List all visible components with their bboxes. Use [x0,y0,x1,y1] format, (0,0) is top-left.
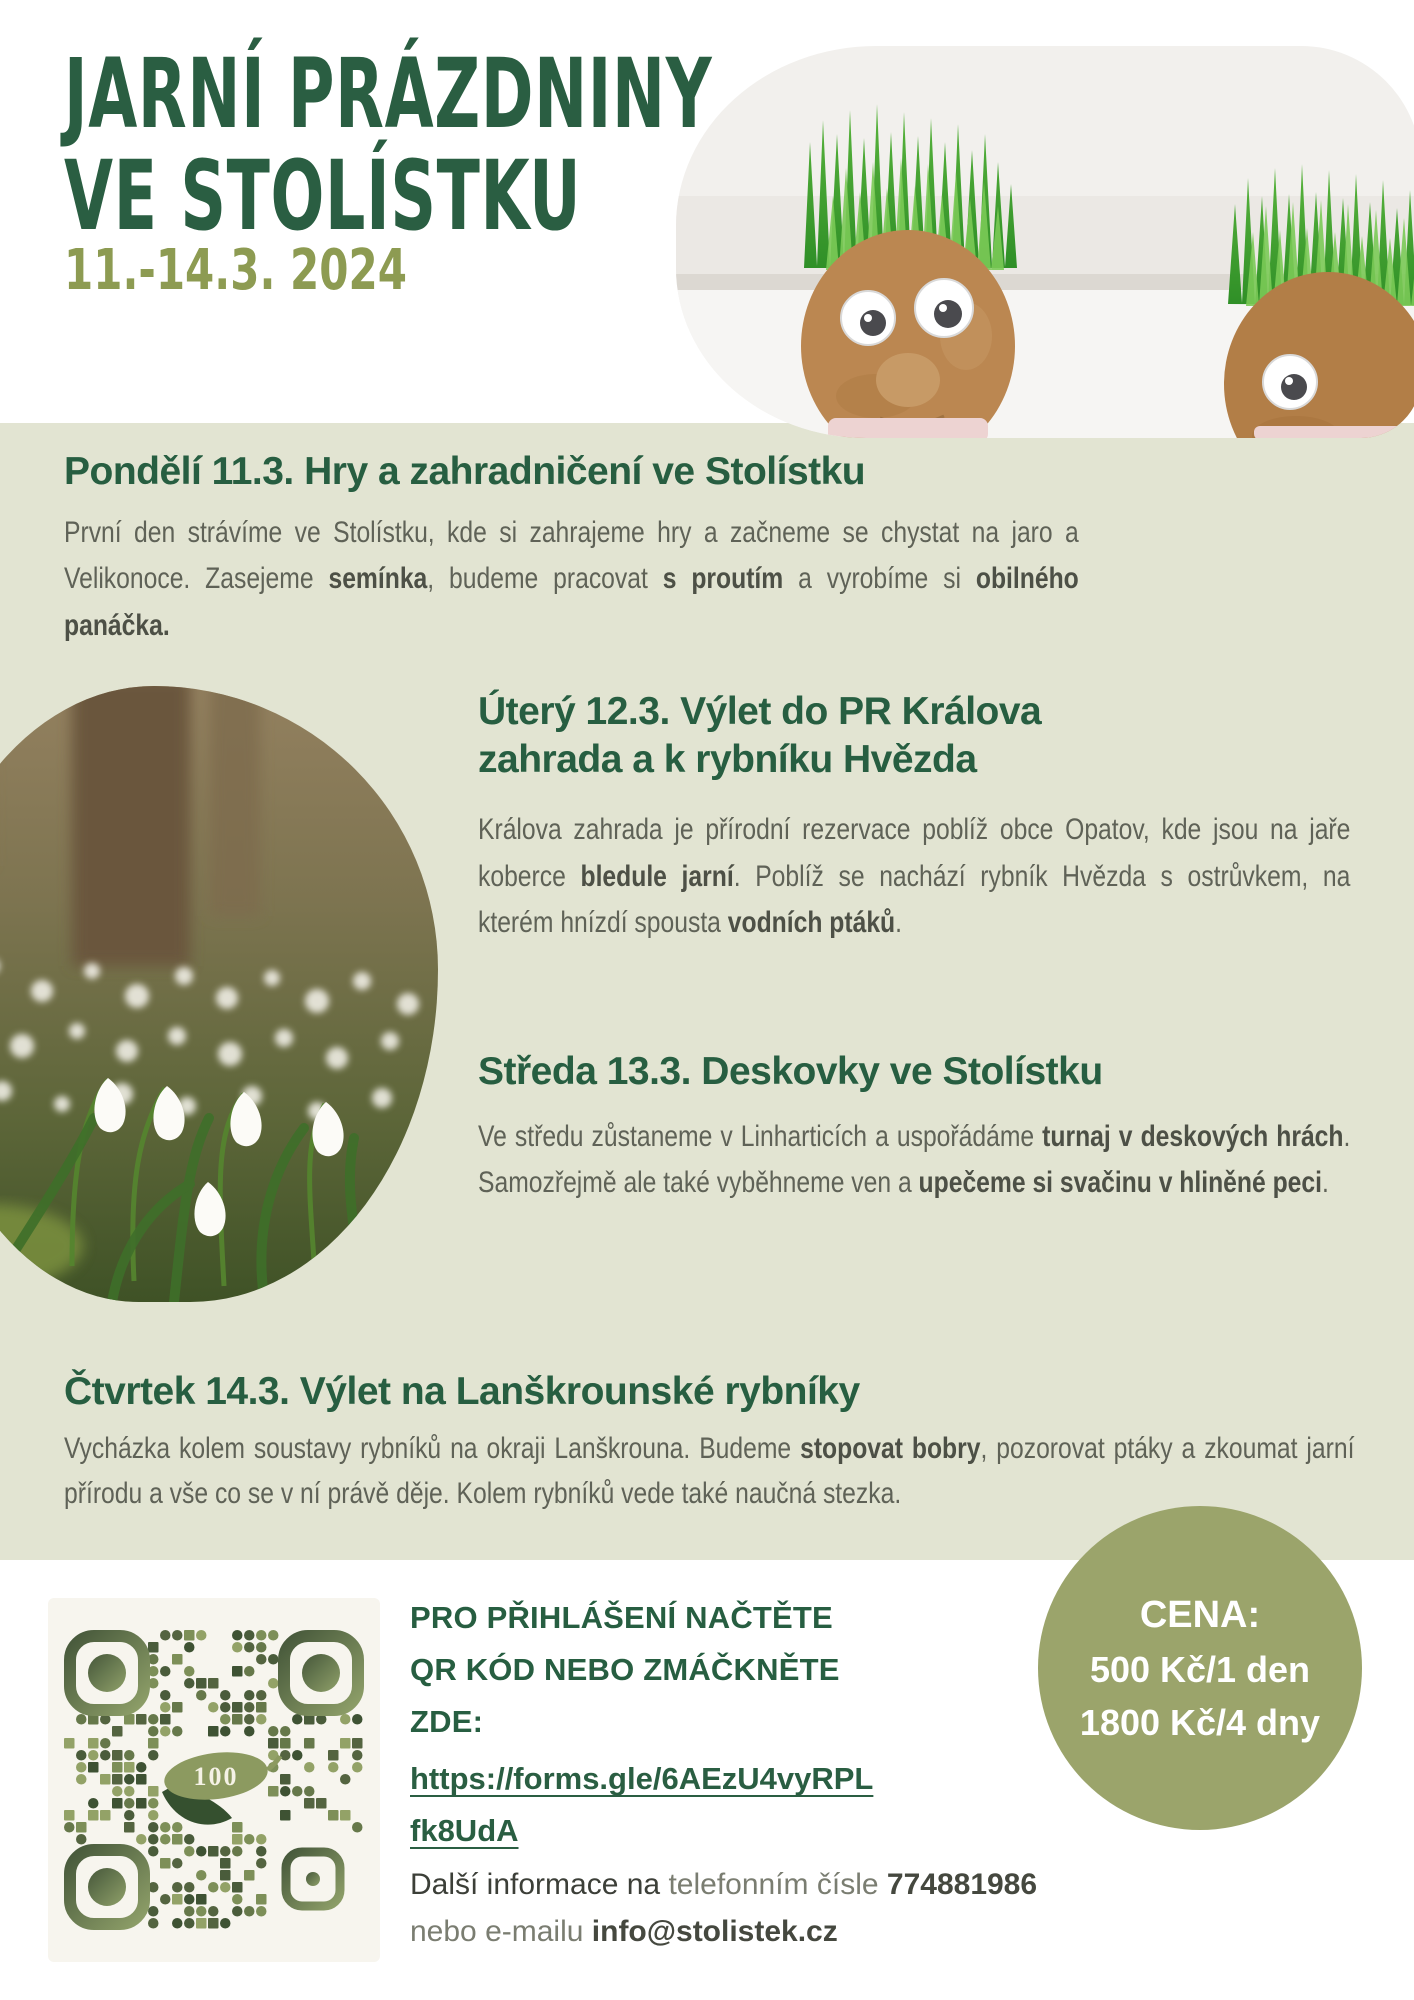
day-paragraph: Králova zahrada je přírodní rezervace poblíž obce Opatov, kde jsou na jaře koberce bledule jarní. Poblíž se nachází rybník Hvězda s ostrůvkem, na kterém hnízdí spousta vodních ptáků. [478,813,1351,940]
schedule-day-monday [64,448,1304,649]
day-heading: Čtvrtek 14.3. Výlet na Lanškrounské rybníky [64,1370,860,1413]
stolistek-logo [162,1745,285,1824]
day-paragraph: Vycházka kolem soustavy rybníků na okraji Lanškrouna. Budeme stopovat bobry, pozorovat ptáky a zkoumat jarní přírodu a vše co se v ní právě děje. Kolem rybníků vede také naučná stezka. [64,1431,1355,1510]
potato-grass-heads-photo [676,46,1414,438]
day-paragraph: Ve středu zůstaneme v Linharticích a uspořádáme turnaj v deskových hrách. Samozřejmě ale také vyběhneme ven a upečeme si svačinu v hliněné peci. [478,1119,1351,1200]
day-heading: Středa 13.3. Deskovky ve Stolístku [478,1050,1103,1093]
price-four-days: 1800 Kč/4 dny [1079,1701,1321,1743]
price-per-day: 500 Kč/1 den [1089,1649,1311,1691]
qr-code [48,1598,380,1962]
schedule-day-wednesday [478,1048,1414,1207]
title-line-1: JARNÍ PRÁZDNINY [64,38,713,150]
schedule-day-tuesday [478,688,1414,947]
signup-cta-line: QR KÓD NEBO ZMÁČKNĚTE [410,1651,840,1687]
day-heading: Pondělí 11.3. Hry a zahradničení ve Stolístku [64,450,866,493]
day-paragraph: První den strávíme ve Stolístku, kde si zahrajeme hry a začneme se chystat na jaro a Velikonoce. Zasejeme semínka, budeme pracovat s proutím a vyrobíme si obilného panáčka. [64,515,1079,642]
schedule-day-thursday [64,1368,1414,1516]
signup-link[interactable] [410,1753,1050,1857]
signup-cta-line: PRO PŘIHLÁŠENÍ NAČTĚTE [410,1600,833,1635]
signup-link-line[interactable]: https://forms.gle/6AEzU4vyRPL [410,1761,874,1797]
event-dates: 11.-14.3. 2024 [64,238,407,303]
signup-link-line[interactable]: fk8UdA [410,1813,519,1849]
contact-phone-line: Další informace na telefonním čísle 774881986 [410,1868,1038,1901]
signup-cta-line: ZDE: [410,1703,484,1739]
price-label: CENA: [1139,1594,1261,1637]
signup-block [410,1592,1050,1857]
page-title [64,38,713,252]
price-badge [1038,1506,1362,1830]
day-heading: Úterý 12.3. Výlet do PR Králova zahrada a k rybníku Hvězda [478,690,1042,781]
contact-email-line: nebo e-mailu info@stolistek.cz [410,1915,838,1948]
title-line-2: VE STOLÍSTKU [64,139,582,252]
qr-logo-text: 100 [193,1762,239,1791]
